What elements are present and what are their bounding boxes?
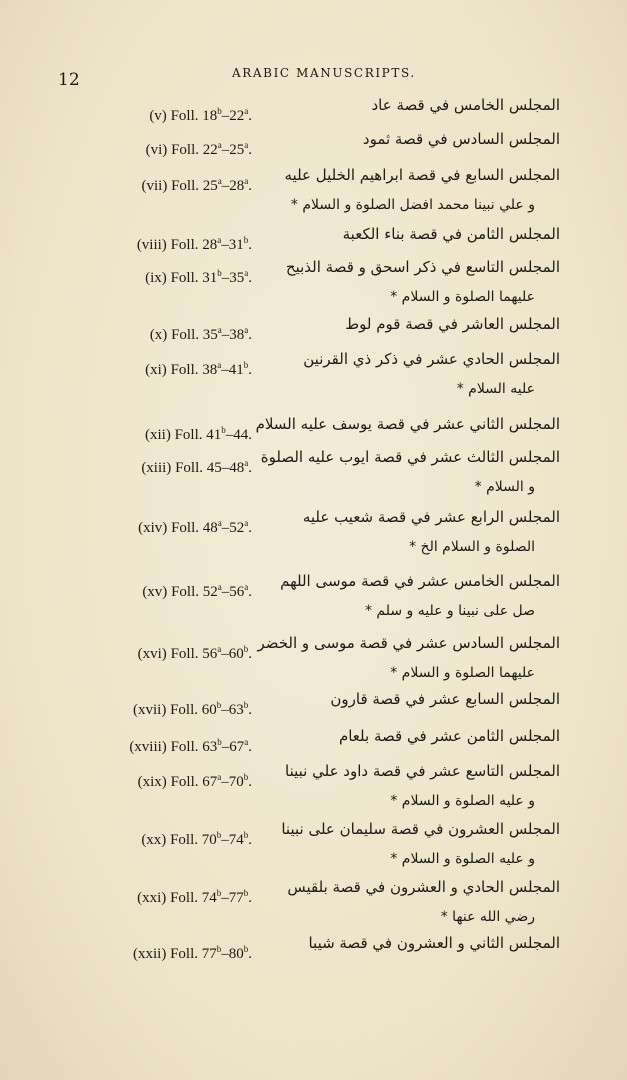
arabic-title-line: المجلس السابع في قصة ابراهيم الخليل عليه <box>284 166 560 184</box>
folio-start: 35 <box>202 327 218 343</box>
folio-end: 38 <box>229 327 245 343</box>
folio-start: 48 <box>202 520 218 536</box>
entry-number: (vi) <box>145 142 168 158</box>
folio-start: 38 <box>202 362 218 378</box>
arabic-continuation-line: الصلوة و السلام الخ * <box>409 539 535 555</box>
arabic-title-line: المجلس السادس عشر في قصة موسى و الخضر <box>257 634 560 652</box>
arabic-continuation-line: صل على نبينا و عليه و سلم * <box>364 603 535 619</box>
arabic-continuation-line: و السلام * <box>474 479 535 495</box>
folio-start-side: a <box>217 644 222 654</box>
folio-reference: (xvii) Foll. 60$^b$–63$^b$. <box>132 700 252 718</box>
folio-end: 41 <box>228 362 244 378</box>
folio-start-side: b <box>221 425 226 435</box>
folio-reference: (xviii) Foll. 63$^b$–67$^a$. <box>129 737 252 755</box>
folio-start: 63 <box>202 739 218 755</box>
folio-reference: (vi) Foll. 22$^a$–25$^a$. <box>145 140 252 158</box>
arabic-title-line: المجلس الثالث عشر في قصة ايوب عليه الصلوة <box>260 448 560 466</box>
folio-end: 56 <box>229 584 245 600</box>
folio-end: 31 <box>228 237 244 253</box>
folio-start: 28 <box>202 237 218 253</box>
folio-end-side: b <box>243 830 249 840</box>
arabic-title-line: المجلس الرابع عشر في قصة شعيب عليه <box>302 508 560 526</box>
entry-number: (v) <box>149 108 167 124</box>
folio-start-side: a <box>217 325 222 335</box>
folio-reference: (vii) Foll. 25$^a$–28$^a$. <box>141 176 252 194</box>
folio-start: 45 <box>206 460 222 476</box>
folio-start: 41 <box>206 427 222 443</box>
folio-reference: (xxi) Foll. 74$^b$–77$^b$. <box>137 888 252 906</box>
folio-start-side: a <box>217 518 222 528</box>
folio-reference: (xix) Foll. 67$^a$–70$^b$. <box>137 772 252 790</box>
arabic-title-line: المجلس التاسع عشر في قصة داود علي نبينا <box>285 762 560 780</box>
folio-end: 44 <box>233 427 249 443</box>
folio-end: 74 <box>228 832 244 848</box>
folio-start-side: b <box>217 268 222 278</box>
folio-reference: (ix) Foll. 31$^b$–35$^a$. <box>145 268 252 286</box>
folio-reference: (x) Foll. 35$^a$–38$^a$. <box>149 325 252 343</box>
arabic-title-line: المجلس الحادي و العشرون في قصة بلقيس <box>287 878 560 896</box>
folio-start-side: a <box>217 176 222 186</box>
arabic-title-line: المجلس العاشر في قصة قوم لوط <box>345 315 560 333</box>
folio-start: 77 <box>201 946 217 962</box>
arabic-title-line: المجلس السابع عشر في قصة قارون <box>330 690 560 708</box>
folio-start: 18 <box>202 108 218 124</box>
folio-start: 25 <box>202 178 218 194</box>
entry-number: (vii) <box>141 178 168 194</box>
arabic-title-line: المجلس الثامن في قصة بناء الكعبة <box>342 225 560 243</box>
folio-end-side: a <box>244 176 249 186</box>
folio-start-side: b <box>216 700 222 710</box>
entry-number: (xvii) <box>132 702 167 718</box>
page-number: 12 <box>58 70 80 90</box>
folio-end: 25 <box>229 142 245 158</box>
folio-end-side: a <box>244 140 249 150</box>
folio-end-side: a <box>244 106 249 116</box>
entry-number: (viii) <box>136 237 167 253</box>
arabic-continuation-line: و عليه الصلوة و السلام * <box>390 851 535 867</box>
folio-end: 35 <box>229 270 245 286</box>
arabic-title-line: المجلس الخامس عشر في قصة موسى اللهم <box>280 572 560 590</box>
folio-reference: (xv) Foll. 52$^a$–56$^a$. <box>142 582 252 600</box>
folio-start-side: b <box>216 830 222 840</box>
entry-number: (xxi) <box>137 890 167 906</box>
folio-start-side: a <box>217 772 222 782</box>
folio-end: 60 <box>228 646 244 662</box>
entry-number: (xix) <box>137 774 167 790</box>
folio-end: 77 <box>228 890 244 906</box>
arabic-title-line: المجلس العشرون في قصة سليمان على نبينا <box>281 820 560 838</box>
folio-end: 67 <box>229 739 245 755</box>
folio-end-side: a <box>244 458 249 468</box>
arabic-continuation-line: و علي نبينا محمد افضل الصلوة و السلام * <box>290 197 535 213</box>
folio-end-side: a <box>244 518 249 528</box>
folio-reference: (v) Foll. 18$^b$–22$^a$. <box>149 106 252 124</box>
arabic-title-line: المجلس التاسع في ذكر اسحق و قصة الذبيح <box>285 258 560 276</box>
entry-number: (xvi) <box>137 646 167 662</box>
folio-reference: (xiv) Foll. 48$^a$–52$^a$. <box>138 518 252 536</box>
folio-end: 28 <box>229 178 245 194</box>
entry-number: (xiii) <box>141 460 172 476</box>
folio-reference: (xii) Foll. 41$^b$–44. <box>144 425 252 443</box>
folio-end-side: a <box>244 325 249 335</box>
folio-end-side: a <box>244 737 249 747</box>
arabic-title-line: المجلس الحادي عشر في ذكر ذي القرنين <box>303 350 560 368</box>
entry-number: (xxii) <box>132 946 167 962</box>
folio-end: 48 <box>229 460 245 476</box>
folio-start: 56 <box>202 646 218 662</box>
arabic-title-line: المجلس الثامن عشر في قصة بلعام <box>338 727 560 745</box>
folio-start: 70 <box>201 832 217 848</box>
folio-end: 52 <box>229 520 245 536</box>
entry-number: (xx) <box>141 832 167 848</box>
folio-end: 80 <box>228 946 244 962</box>
folio-reference: (viii) Foll. 28$^a$–31$^b$. <box>136 235 252 253</box>
arabic-continuation-line: رضي الله عنها * <box>440 909 535 925</box>
folio-reference: (xxii) Foll. 77$^b$–80$^b$. <box>132 944 252 962</box>
folio-end-side: a <box>244 582 249 592</box>
arabic-continuation-line: عليهما الصلوة و السلام * <box>390 289 535 305</box>
folio-end-side: b <box>243 888 249 898</box>
folio-reference: (xvi) Foll. 56$^a$–60$^b$. <box>137 644 252 662</box>
folio-start: 60 <box>201 702 217 718</box>
folio-start: 52 <box>202 584 218 600</box>
arabic-title-line: المجلس الثاني و العشرون في قصة شيبا <box>308 934 560 952</box>
arabic-title-line: المجلس السادس في قصة ثمود <box>362 130 560 148</box>
folio-start: 67 <box>202 774 218 790</box>
arabic-continuation-line: عليه السلام * <box>456 381 535 397</box>
folio-end: 70 <box>228 774 244 790</box>
folio-reference: (xiii) Foll. 45–48$^a$. <box>141 458 252 476</box>
folio-start: 74 <box>201 890 217 906</box>
entry-number: (xi) <box>145 362 167 378</box>
folio-end: 22 <box>229 108 245 124</box>
arabic-continuation-line: عليهما الصلوة و السلام * <box>390 665 535 681</box>
folio-end-side: a <box>244 268 249 278</box>
folio-end-side: b <box>243 700 249 710</box>
entry-number: (x) <box>149 327 168 343</box>
entry-number: (xii) <box>144 427 171 443</box>
entry-number: (xiv) <box>138 520 168 536</box>
folio-start-side: a <box>217 360 222 370</box>
running-head: ARABIC MANUSCRIPTS. <box>232 66 416 80</box>
folio-start: 22 <box>202 142 218 158</box>
folio-end: 63 <box>228 702 244 718</box>
folio-end-side: b <box>243 360 249 370</box>
folio-end-side: b <box>243 644 249 654</box>
folio-reference: (xi) Foll. 38$^a$–41$^b$. <box>145 360 252 378</box>
folio-end-side: b <box>243 235 249 245</box>
folio-start: 31 <box>202 270 218 286</box>
folio-start-side: a <box>217 235 222 245</box>
entry-number: (xviii) <box>129 739 167 755</box>
entry-number: (ix) <box>145 270 167 286</box>
folio-start-side: b <box>216 944 222 954</box>
arabic-title-line: المجلس الثاني عشر في قصة يوسف عليه السلام <box>255 415 560 433</box>
folio-start-side: b <box>217 737 222 747</box>
folio-start-side: b <box>216 888 222 898</box>
folio-end-side: b <box>243 772 249 782</box>
folio-reference: (xx) Foll. 70$^b$–74$^b$. <box>141 830 252 848</box>
folio-start-side: a <box>217 140 222 150</box>
arabic-continuation-line: و عليه الصلوة و السلام * <box>390 793 535 809</box>
entry-number: (xv) <box>142 584 168 600</box>
folio-start-side: b <box>217 106 222 116</box>
folio-end-side: b <box>243 944 249 954</box>
folio-start-side: a <box>217 582 222 592</box>
arabic-title-line: المجلس الخامس في قصة عاد <box>371 96 560 114</box>
